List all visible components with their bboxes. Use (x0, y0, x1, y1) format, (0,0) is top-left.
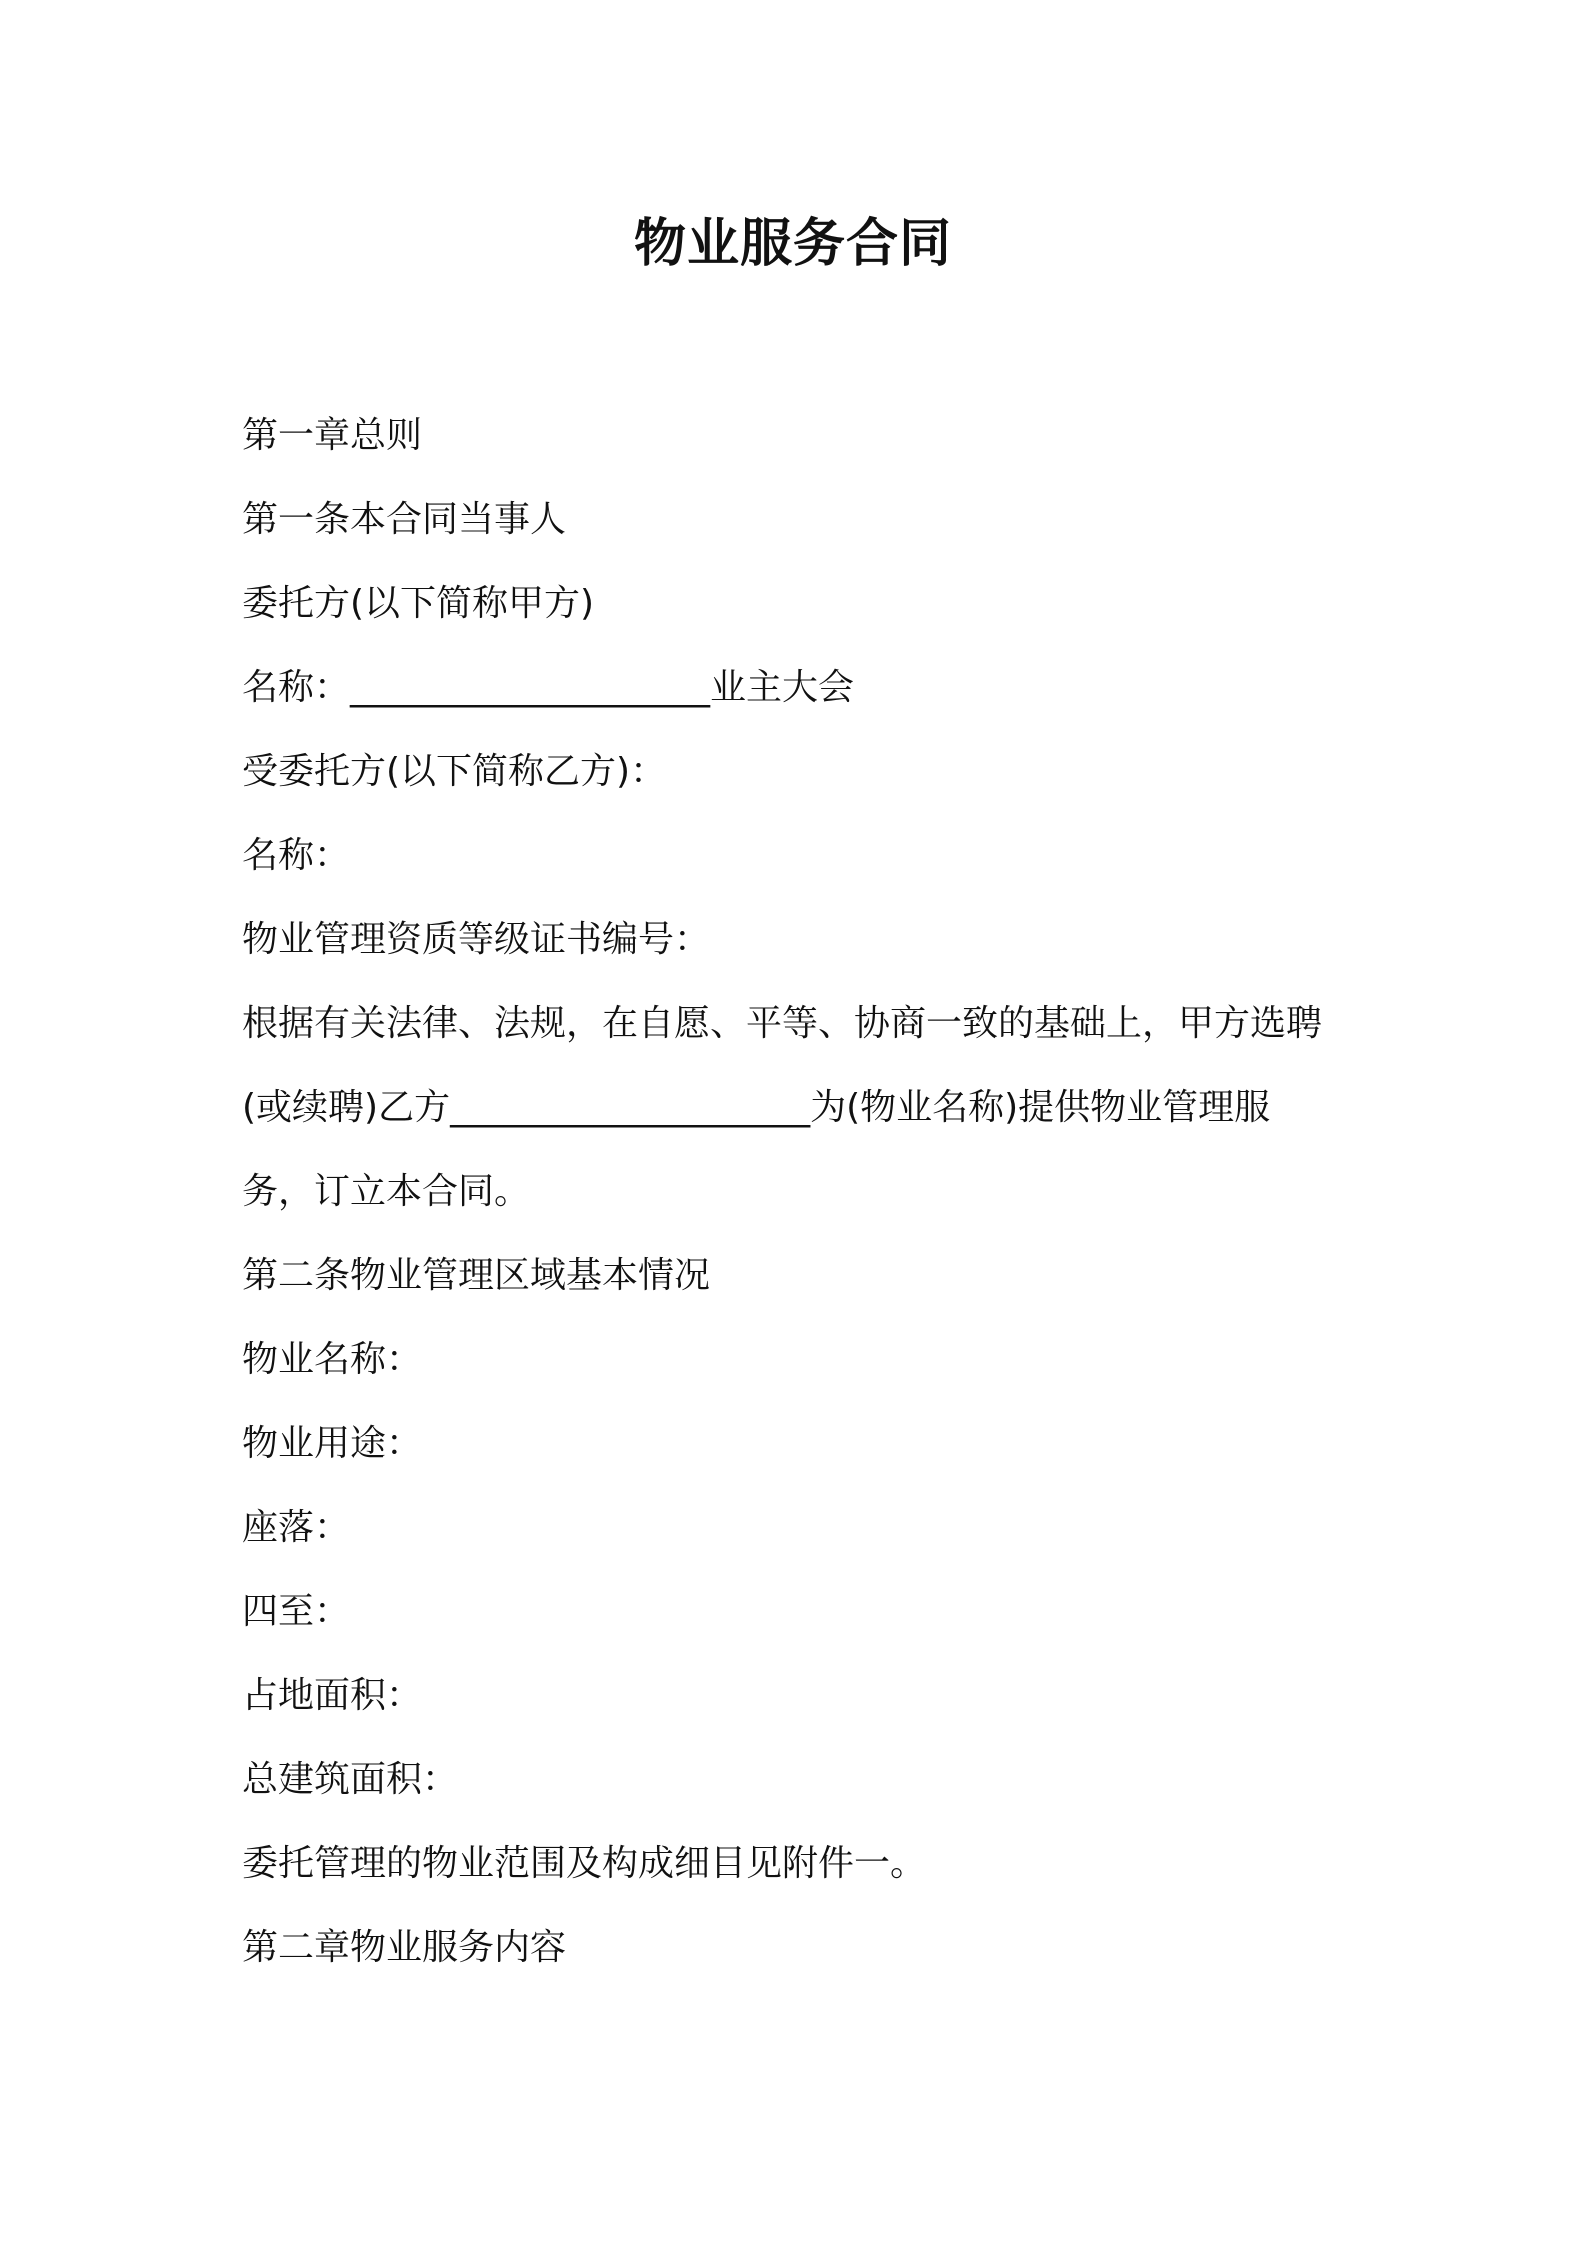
boundaries-line: 四至： (242, 1591, 351, 1632)
party-b-name-line: 名称： (242, 835, 351, 876)
chapter-heading: 第一章总则 (242, 415, 423, 456)
body-paragraph-line: 务，订立本合同。 (242, 1171, 531, 1212)
chapter-heading: 第二章物业服务内容 (242, 1927, 567, 1968)
scope-note-line: 委托管理的物业范围及构成细目见附件一。 (242, 1843, 927, 1884)
party-a-name-line: 名称：____________________业主大会 (242, 667, 855, 708)
party-a-label: 委托方(以下简称甲方) (242, 583, 595, 624)
body-paragraph-line: 根据有关法律、法规，在自愿、平等、协商一致的基础上，甲方选聘 (242, 1003, 1323, 1044)
document-body (242, 408, 1382, 2004)
location-line: 座落： (242, 1507, 351, 1548)
document-title: 物业服务合同 (633, 214, 952, 274)
building-area-line: 总建筑面积： (242, 1759, 459, 1800)
party-b-label: 受委托方(以下简称乙方)： (242, 751, 667, 792)
article-heading: 第一条本合同当事人 (242, 499, 567, 540)
land-area-line: 占地面积： (242, 1675, 423, 1716)
property-name-line: 物业名称： (242, 1339, 423, 1380)
property-use-line: 物业用途： (242, 1423, 423, 1464)
article-heading: 第二条物业管理区域基本情况 (242, 1255, 711, 1296)
body-paragraph-line: (或续聘)乙方____________________为(物业名称)提供物业管理服 (242, 1087, 1271, 1128)
certificate-number-line: 物业管理资质等级证书编号： (242, 919, 711, 960)
